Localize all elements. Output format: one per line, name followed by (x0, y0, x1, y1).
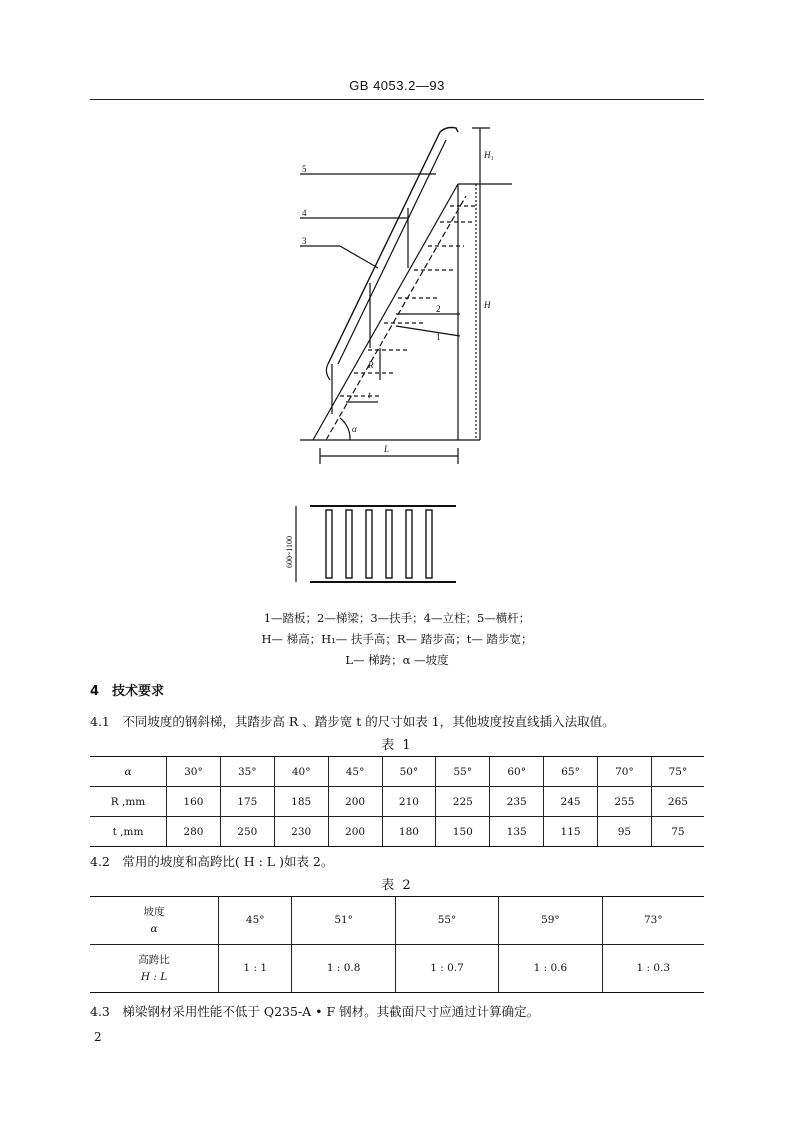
label-R: R (368, 360, 374, 370)
paragraph-4-2: 4.2 常用的坡度和高跨比( H : L )如表 2。 (90, 854, 334, 869)
table-cell: 265 (651, 787, 704, 817)
table-cell: 40° (274, 757, 328, 787)
table2 (90, 896, 704, 993)
table1-title: 表 1 (381, 738, 413, 753)
table-row (90, 897, 704, 945)
table-cell: 135 (490, 817, 544, 847)
table-cell: R ,mm (90, 787, 167, 817)
table-cell: 200 (328, 817, 382, 847)
table-row (90, 945, 704, 993)
page-number: 2 (94, 1030, 102, 1044)
table-cell: 55° (395, 897, 498, 945)
table-cell: 210 (382, 787, 436, 817)
table-cell: 73° (602, 897, 704, 945)
table-cell: 245 (544, 787, 598, 817)
table-cell: 1 : 0.8 (292, 945, 395, 993)
table-cell: t ,mm (90, 817, 167, 847)
paragraph-4-1: 4.1 不同坡度的钢斜梯，其踏步高 R 、踏步宽 t 的尺寸如表 1，其他坡度按直线插入法取值。 (90, 714, 615, 729)
table1 (90, 756, 704, 847)
table2-title: 表 2 (381, 878, 413, 893)
table-cell: 230 (274, 817, 328, 847)
ladder-plan-figure (280, 498, 480, 594)
label-H: H (484, 300, 491, 310)
table-cell: 200 (328, 787, 382, 817)
table-cell: 160 (167, 787, 221, 817)
table-cell: 255 (598, 787, 652, 817)
table-cell: 75 (651, 817, 704, 847)
table-cell: 280 (167, 817, 221, 847)
caption-line: H— 梯高；H₁— 扶手高；R— 踏步高；t— 踏步宽； (261, 632, 533, 646)
table-cell: 180 (382, 817, 436, 847)
label-1: 1 (436, 332, 441, 342)
page-header: GB 4053.2—93 (349, 78, 445, 93)
label-width-range: 600~1100 (285, 535, 294, 568)
table-cell: 235 (490, 787, 544, 817)
table-cell: 1 : 1 (219, 945, 292, 993)
table-cell: 65° (544, 757, 598, 787)
table-cell: 45° (328, 757, 382, 787)
header-rule (90, 99, 704, 100)
table-cell: 225 (436, 787, 490, 817)
table-row (90, 787, 704, 817)
label-2: 2 (436, 304, 441, 314)
row-head-line: 坡度 (143, 905, 165, 918)
table-cell: 1 : 0.3 (602, 945, 704, 993)
table-cell: 150 (436, 817, 490, 847)
table-cell: 60° (490, 757, 544, 787)
table-cell: 1 : 0.7 (395, 945, 498, 993)
section-title: 4 技术要求 (90, 684, 165, 699)
table-cell: 175 (220, 787, 274, 817)
table-cell: 70° (598, 757, 652, 787)
row-head-line: α (150, 922, 158, 935)
row-head-line: H : L (140, 970, 168, 983)
table-cell: 45° (219, 897, 292, 945)
paragraph-4-3: 4.3 梯梁钢材采用性能不低于 Q235-A • F 钢材。其截面尺寸应通过计算确定。 (90, 1004, 540, 1019)
table-cell: 1 : 0.6 (499, 945, 602, 993)
table-cell: 115 (544, 817, 598, 847)
label-5: 5 (302, 164, 307, 174)
label-4: 4 (302, 208, 307, 218)
caption-line: 1—踏板；2—梯梁；3—扶手；4—立柱；5—横杆； (263, 611, 531, 625)
table-cell (90, 897, 219, 945)
label-L: L (384, 444, 390, 454)
table-cell: 50° (382, 757, 436, 787)
table-row (90, 757, 704, 787)
label-3: 3 (302, 236, 307, 246)
label-t: t (368, 390, 371, 400)
table-cell: 55° (436, 757, 490, 787)
label-H1: H₁ (484, 150, 494, 160)
table-cell: 59° (499, 897, 602, 945)
table-cell: 30° (167, 757, 221, 787)
table-cell (90, 945, 219, 993)
row-head-line: 高跨比 (138, 953, 170, 966)
table-row (90, 817, 704, 847)
table-cell: 35° (220, 757, 274, 787)
table-cell: 250 (220, 817, 274, 847)
label-alpha: α (352, 424, 357, 434)
figure-caption (200, 608, 594, 671)
table-cell: α (90, 757, 167, 787)
table-cell: 51° (292, 897, 395, 945)
ladder-elevation-figure (280, 118, 520, 468)
table-cell: 185 (274, 787, 328, 817)
table-cell: 75° (651, 757, 704, 787)
caption-line: L— 梯跨；α —坡度 (345, 653, 449, 667)
table-cell: 95 (598, 817, 652, 847)
